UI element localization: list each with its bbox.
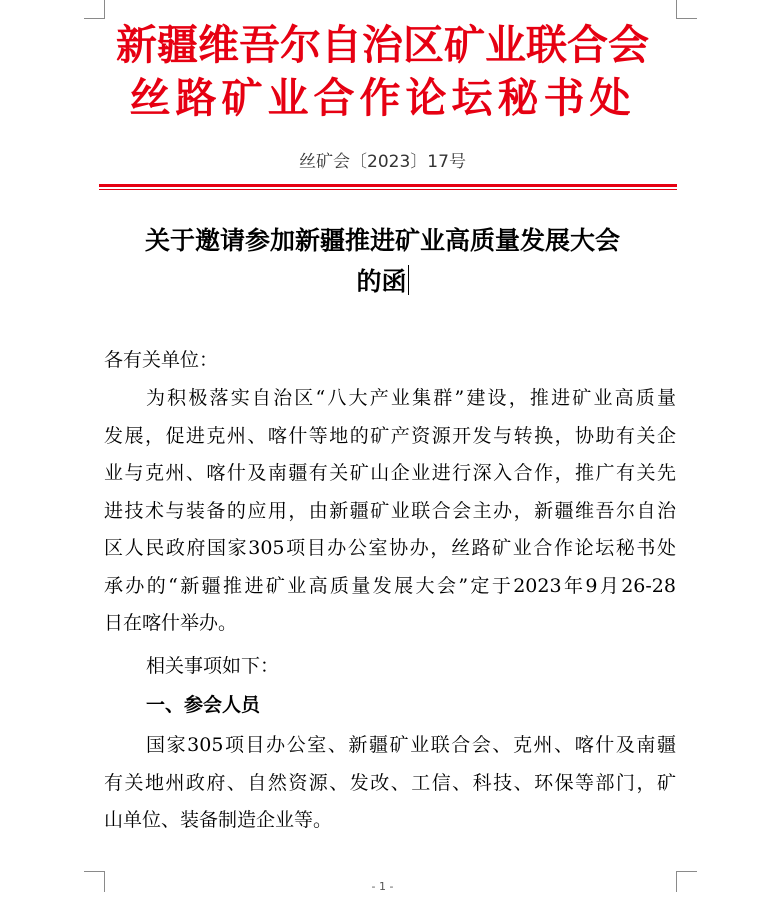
page-number: - 1 - (371, 880, 394, 893)
paragraph-2: 相关事项如下： (146, 655, 280, 677)
text-caret (408, 265, 409, 295)
paragraph-1-line-6: 承办的“新疆推进矿业高质量发展大会”定于2023年9月26-28 (104, 574, 676, 597)
crop-mark-top-right (676, 0, 697, 19)
crop-mark-top-left (84, 0, 105, 19)
paragraph-1-line-4: 进技术与装备的应用，由新疆矿业联合会主办，新疆维吾尔自治 (104, 499, 676, 522)
red-separator-thin (99, 189, 677, 190)
paragraph-1-line-7: 日在喀什举办。 (104, 612, 238, 634)
document-title-line-2[interactable] (0, 264, 765, 300)
paragraph-1-line-2: 发展，促进克州、喀什等地的矿产资源开发与转换，协助有关企 (104, 424, 676, 447)
issuer-header-line-2: 丝路矿业合作论坛秘书处 (129, 74, 636, 122)
paragraph-1-line-5: 区人民政府国家305项目办公室协办，丝路矿业合作论坛秘书处 (104, 537, 676, 559)
red-separator-thick (99, 184, 677, 187)
section-1-line-1: 国家305项目办公室、新疆矿业联合会、克州、喀什及南疆 (146, 734, 676, 756)
paragraph-1-line-1: 为积极落实自治区“八大产业集群”建设，推进矿业高质量 (146, 387, 676, 409)
document-title-line-2-text: 的函 (356, 267, 407, 296)
salutation: 各有关单位： (104, 349, 219, 371)
issuer-header-line-1: 新疆维吾尔自治区矿业联合会 (116, 21, 649, 69)
section-1-line-3: 山单位、装备制造企业等。 (104, 809, 333, 831)
document-number: 丝矿会〔2023〕17号 (299, 152, 466, 172)
section-1-line-2: 有关地州政府、自然资源、发改、工信、科技、环保等部门，矿 (104, 771, 676, 794)
document-title-line-1: 关于邀请参加新疆推进矿业高质量发展大会 (144, 226, 620, 255)
section-1-heading: 一、参会人员 (146, 694, 261, 716)
paragraph-1-line-3: 业与克州、喀什及南疆有关矿山企业进行深入合作，推广有关先 (104, 462, 676, 484)
